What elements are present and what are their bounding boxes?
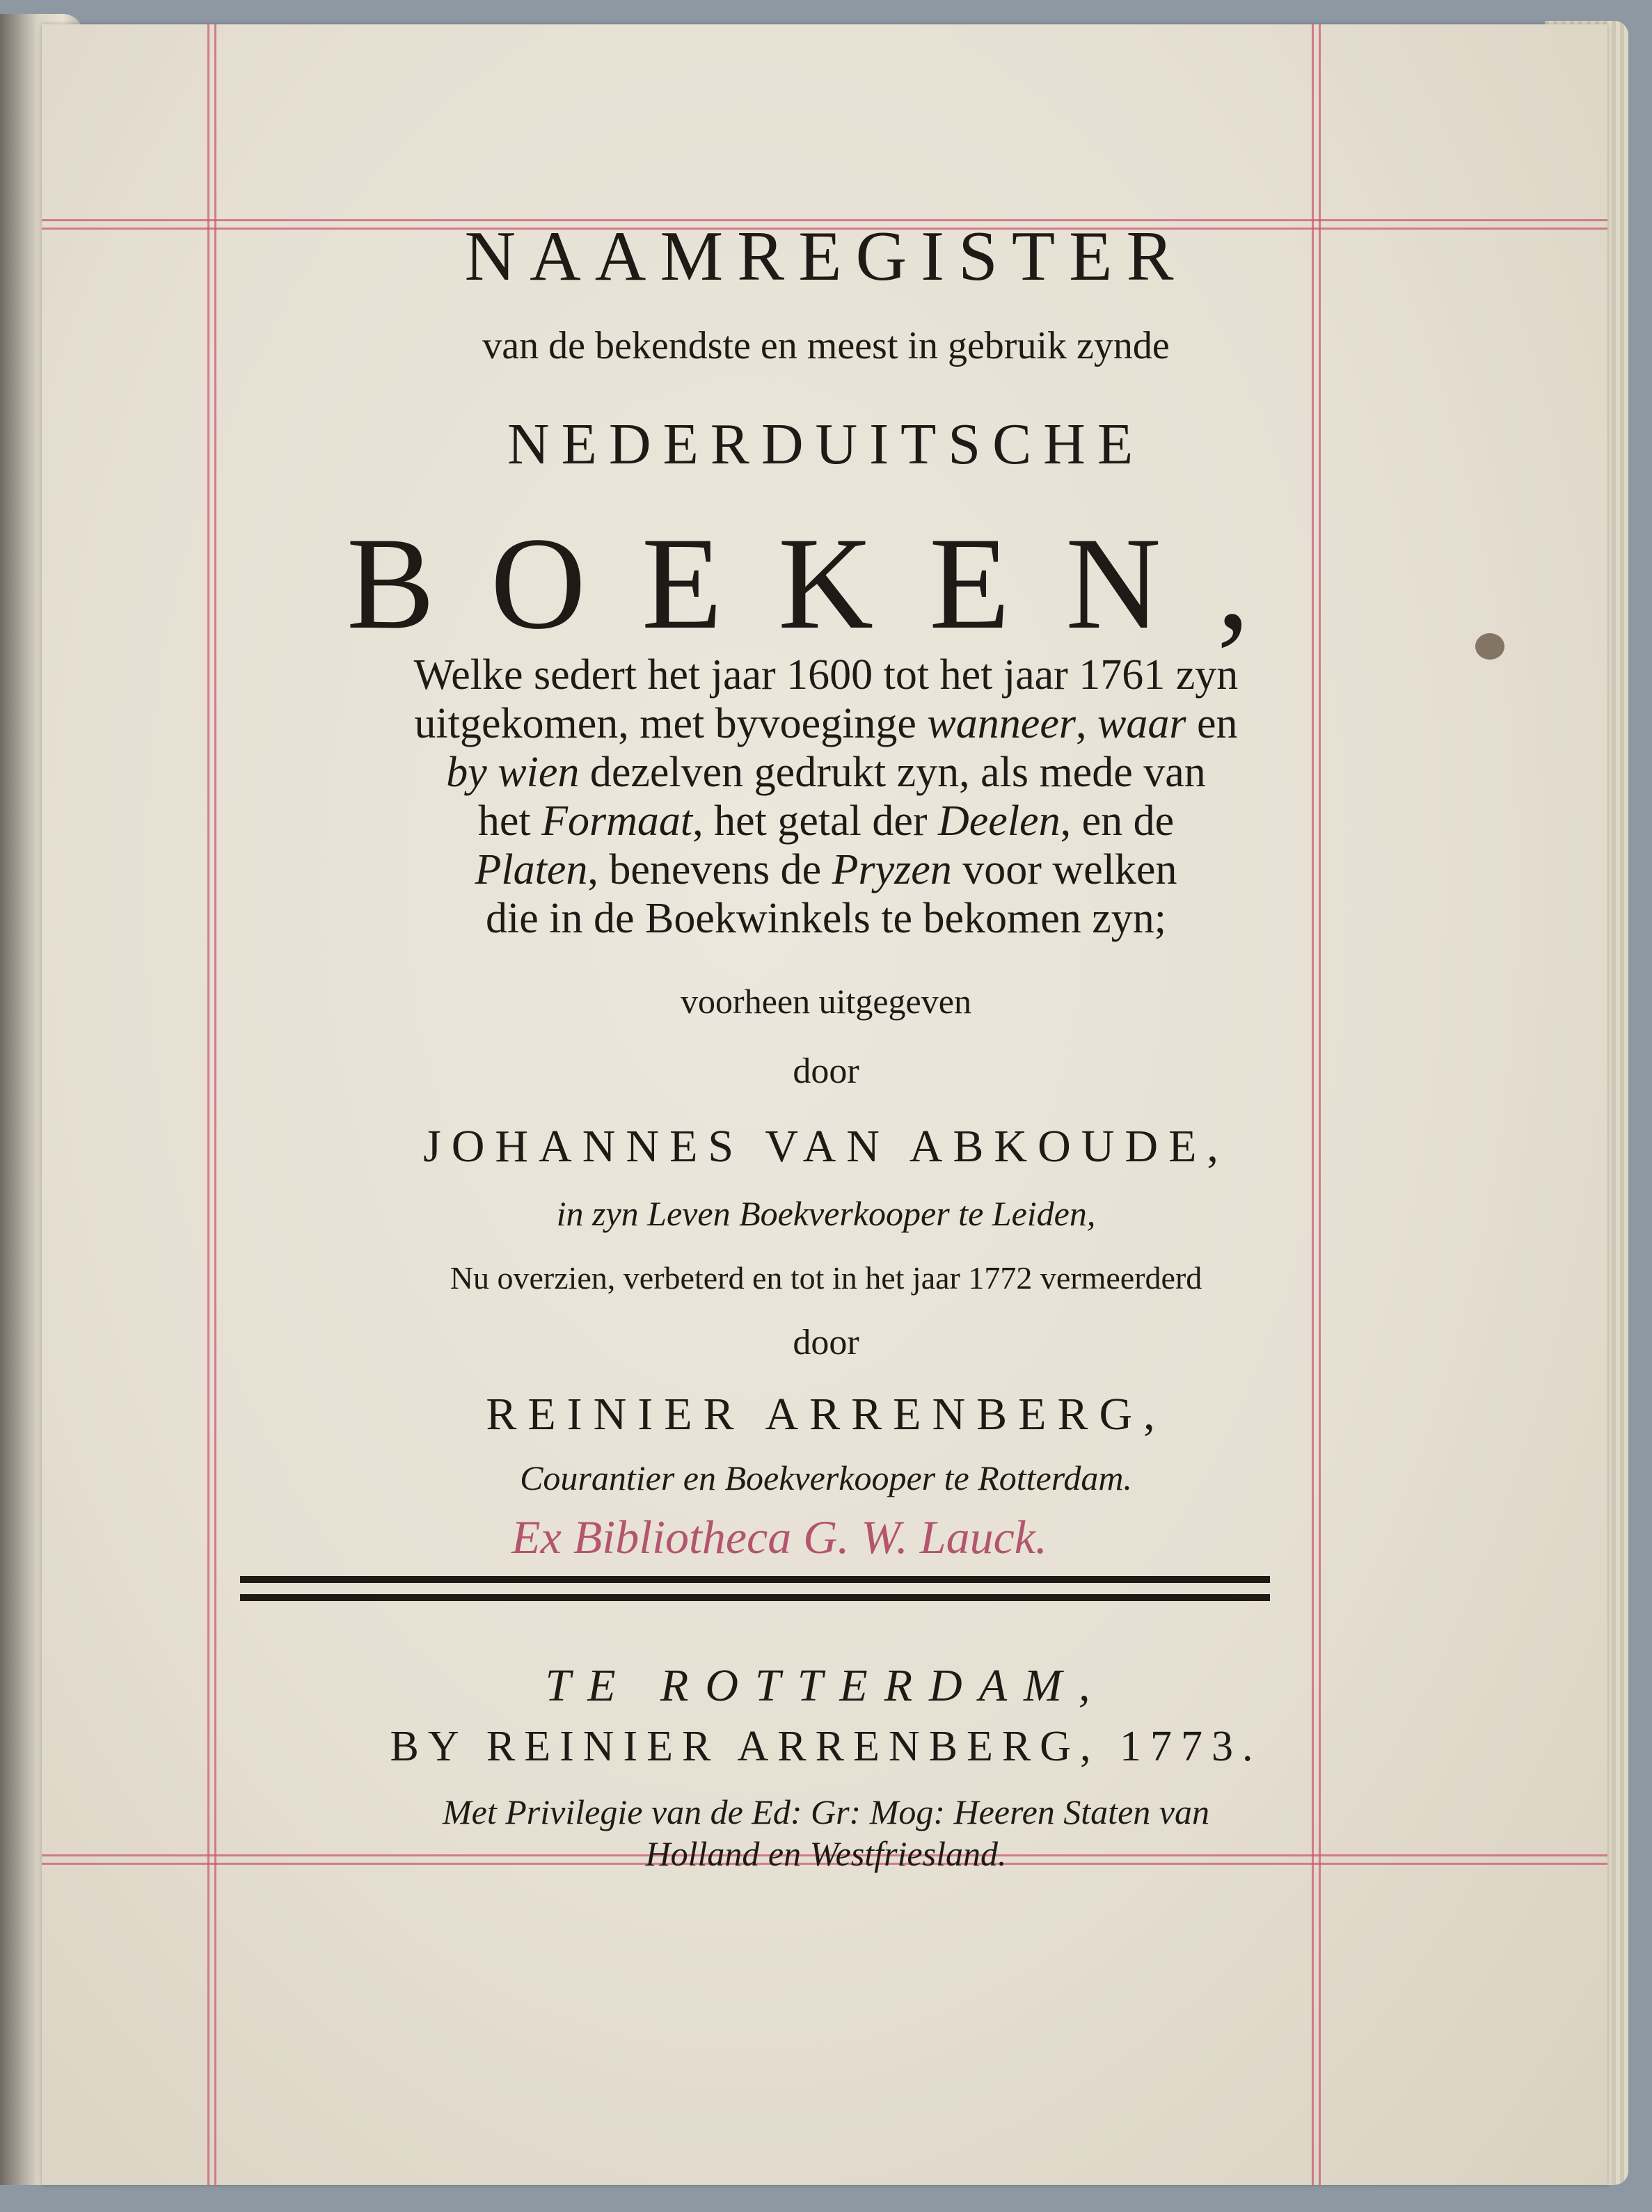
description-line-4: het Formaat, het getal der Deelen, en de — [477, 797, 1175, 845]
title: NAAMREGISTER — [464, 217, 1188, 296]
rule-thick-1 — [240, 1576, 1270, 1583]
ex-libris-handwritten: Ex Bibliotheca G. W. Lauck. — [511, 1511, 1047, 1563]
description — [0, 651, 1652, 943]
heading-nederduitsche: NEDERDUITSCHE — [507, 412, 1145, 477]
description-line-5: Platen, benevens de Pryzen voor welken — [475, 846, 1177, 893]
author-johannes-van-abkoude: JOHANNES VAN ABKOUDE, — [423, 1121, 1229, 1172]
description-line-6: die in de Boekwinkels te bekomen zyn; — [486, 895, 1166, 942]
privilege-line-1: Met Privilegie van de Ed: Gr: Mog: Heeren Staten van — [443, 1792, 1209, 1831]
privilege-line-2: Holland en Westfriesland. — [645, 1834, 1007, 1873]
heading-boeken: BOEKEN, — [347, 511, 1305, 657]
revision-note: Nu overzien, verbeterd en tot in het jaar 1772 vermeerderd — [450, 1260, 1202, 1296]
author1-role: in zyn Leven Boekverkooper te Leiden, — [556, 1194, 1096, 1233]
subtitle: van de bekendste en meest in gebruik zynde — [482, 324, 1170, 367]
door-2: door — [793, 1323, 859, 1362]
imprint-publisher: BY REINIER ARRENBERG, 1773. — [390, 1723, 1262, 1770]
author2-role: Courantier en Boekverkooper te Rotterdam. — [520, 1458, 1132, 1497]
door-1: door — [793, 1051, 859, 1091]
description-line-1: Welke sedert het jaar 1600 tot het jaar 1761 zyn — [413, 651, 1239, 699]
description-line-3: by wien dezelven gedrukt zyn, als mede van — [446, 749, 1206, 796]
description-line-2: uitgekomen, met byvoeginge wanneer, waar en — [414, 700, 1238, 747]
voorheen-uitgegeven: voorheen uitgegeven — [681, 982, 971, 1021]
imprint-place: TE ROTTERDAM, — [545, 1660, 1107, 1711]
author-reinier-arrenberg: REINIER ARRENBERG, — [486, 1389, 1166, 1440]
rule-thick-2 — [240, 1594, 1270, 1601]
